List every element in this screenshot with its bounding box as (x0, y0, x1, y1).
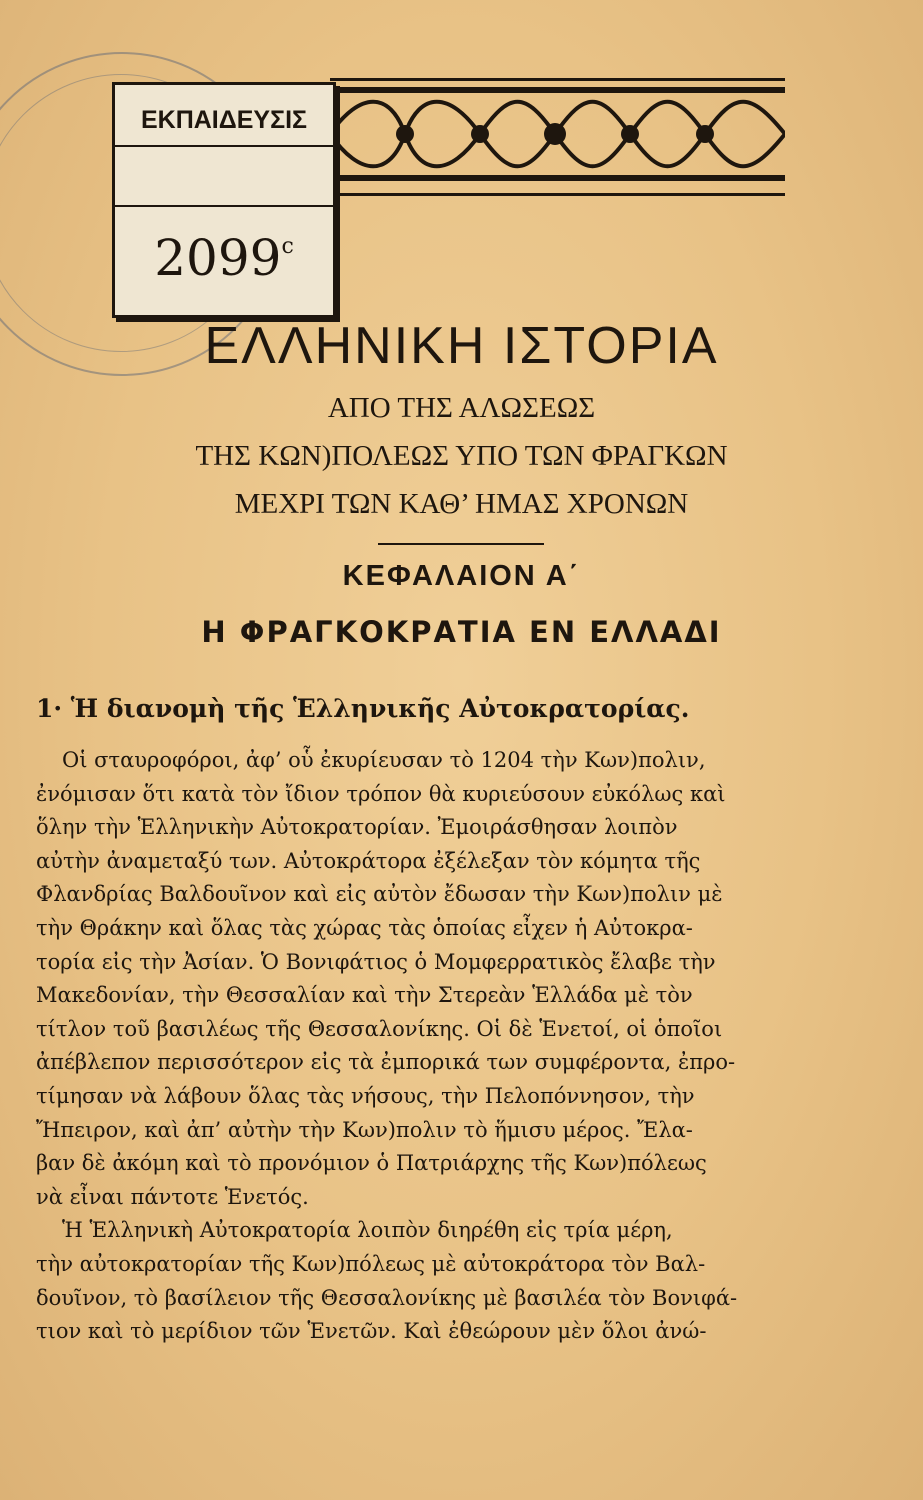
decorative-ornament-band (330, 78, 785, 196)
body-line: τὴν αὐτοκρατορίαν τῆς Κων)πόλεως μὲ αὐτοκράτορα τὸν Βαλ- (36, 1251, 706, 1276)
chapter-title: ΚΕΦΑΛΑΙΟΝ Α΄ (342, 560, 581, 592)
catalog-number-suffix: c (281, 234, 294, 259)
body-line: Μακεδονίαν, τὴν Θεσσαλίαν καὶ τὴν Στερεὰν Ἑλλάδα μὲ τὸν (36, 983, 693, 1008)
body-line: τὴν Θράκην καὶ ὅλας τὰς χώρας τὰς ὁποίας εἶχεν ἡ Αὐτοκρα- (36, 915, 693, 940)
book-title: ΕΛΛΗΝΙΚΗ ΙΣΤΟΡΙΑ (204, 317, 719, 375)
divider (378, 543, 544, 545)
body-line: βαν δὲ ἀκόμη καὶ τὸ προνόμιον ὁ Πατριάρχης τῆς Κων)πόλεως (36, 1151, 707, 1176)
subtitle-line-2: ΤΗΣ ΚΩΝ)ΠΟΛΕΩΣ ΥΠΟ ΤΩΝ ΦΡΑΓΚΩΝ (195, 440, 728, 472)
body-line: Οἱ σταυροφόροι, ἀφ’ οὗ ἐκυρίευσαν τὸ 1204 τὴν Κων)πολιν, (62, 748, 706, 772)
body-line: δουῖνον, τὸ βασίλειον τῆς Θεσσαλονίκης μὲ βασιλέα τὸν Βονιφά- (36, 1285, 738, 1310)
catalog-label-category: ΕΚΠΑΙΔΕΥΣΙΣ (115, 95, 333, 147)
body-line: Ἡ Ἑλληνικὴ Αὐτοκρατορία λοιπὸν διηρέθη εἰς τρία μέρη, (62, 1218, 673, 1243)
body-line: ἀπέβλεπον περισσότερον εἰς τὰ ἐμπορικά των συμφέροντα, ἐπρο- (36, 1050, 736, 1075)
body-line: τιον καὶ τὸ μερίδιον τῶν Ἑνετῶν. Καὶ ἐθεώρουν μὲν ὅλοι ἀνώ- (36, 1319, 707, 1344)
chapter-subtitle: Η ΦΡΑΓΚΟΚΡΑΤΙΑ ΕΝ ΕΛΛΑΔΙ (201, 615, 722, 649)
body-line: αὐτὴν ἀναμεταξύ των. Αὐτοκράτορα ἐξέλεξαν τὸν κόμητα τῆς (36, 848, 701, 873)
subtitle-line-3: ΜΕΧΡΙ ΤΩΝ ΚΑΘ’ ΗΜΑΣ ΧΡΟΝΩΝ (234, 488, 689, 520)
body-line: ὅλην τὴν Ἑλληνικὴν Αὐτοκρατορίαν. Ἐμοιράσθησαν λοιπὸν (36, 815, 678, 840)
body-line: τίμησαν νὰ λάβουν ὅλας τὰς νήσους, τὴν Πελοπόννησον, τὴν (36, 1083, 695, 1108)
body-line: νὰ εἶναι πάντοτε Ἑνετός. (36, 1184, 309, 1209)
body-text (36, 744, 781, 1349)
body-line: Φλανδρίας Βαλδουῖνον καὶ εἰς αὐτὸν ἔδωσαν τὴν Κων)πολιν μὲ (36, 882, 723, 907)
body-line: Ἤπειρον, καὶ ἀπ’ αὐτὴν τὴν Κων)πολιν τὸ ἥμισυ μέρος. Ἔλα- (36, 1117, 693, 1142)
body-line: τορία εἰς τὴν Ἀσίαν. Ὁ Βονιφάτιος ὁ Μομφερρατικὸς ἔλαβε τὴν (36, 949, 716, 974)
body-line: ἐνόμισαν ὅτι κατὰ τὸν ἴδιον τρόπον θὰ κυριεύσουν εὐκόλως καὶ (36, 781, 726, 806)
section-heading: 1· Ἡ διανομὴ τῆς Ἑλληνικῆς Αὐτοκρατορίας. (36, 694, 690, 723)
catalog-label (112, 82, 336, 318)
catalog-label-number (115, 205, 333, 287)
catalog-number: 2099 (154, 229, 282, 287)
body-line: τίτλον τοῦ βασιλέως τῆς Θεσσαλονίκης. Οἱ δὲ Ἑνετοί, οἱ ὁποῖοι (36, 1016, 723, 1041)
subtitle-line-1: ΑΠΟ ΤΗΣ ΑΛΩΣΕΩΣ (327, 392, 596, 424)
